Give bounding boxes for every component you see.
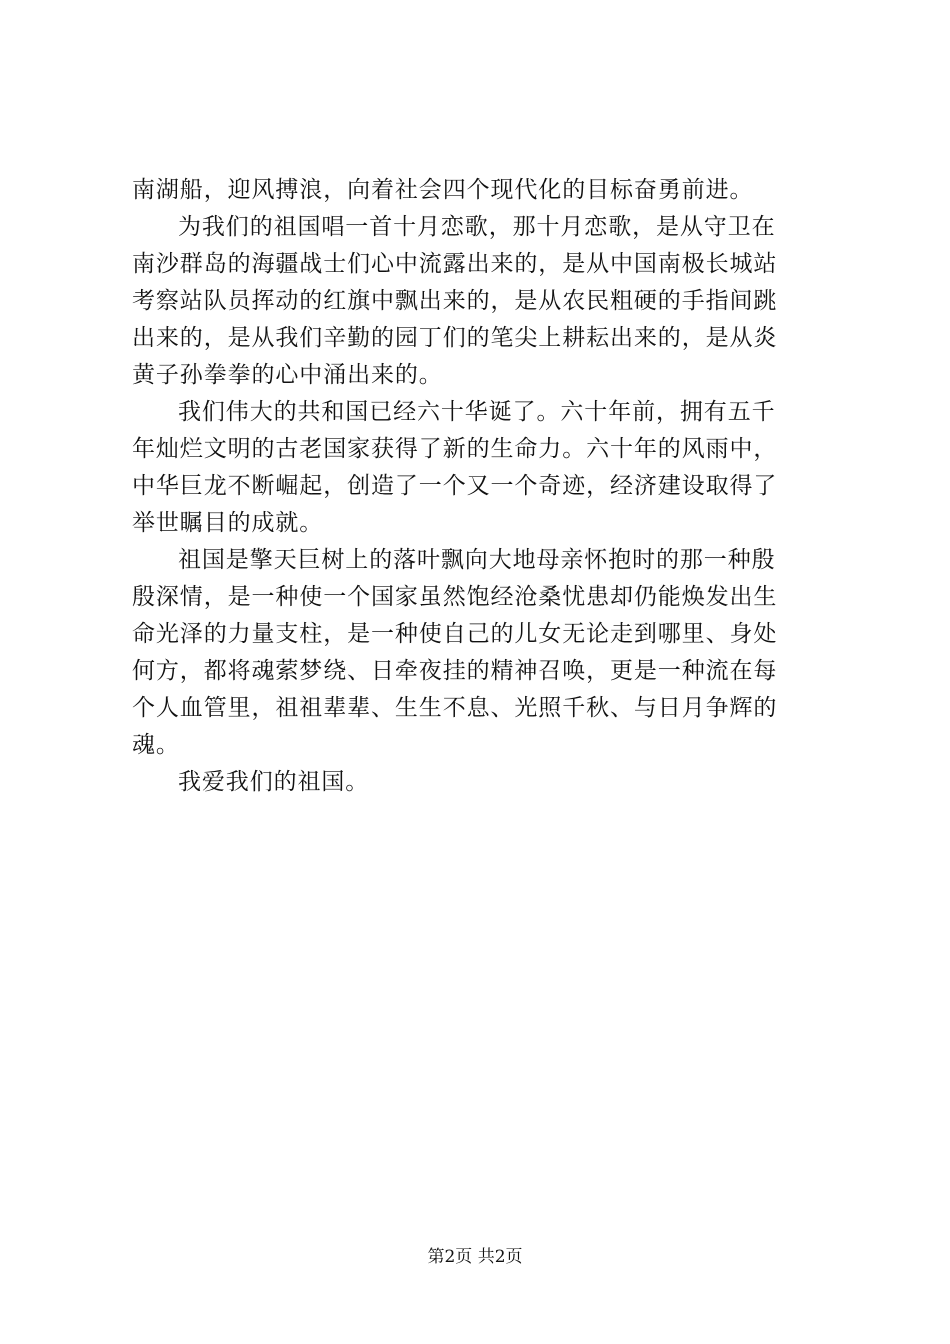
text-line: 命光泽的力量支柱，是一种使自己的儿女无论走到哪里、身处	[132, 621, 778, 647]
paragraph-start-line: 我爱我们的祖国。	[178, 769, 370, 795]
text-line: 魂。	[132, 732, 180, 758]
text-line: 年灿烂文明的古老国家获得了新的生命力。六十年的风雨中，	[132, 436, 778, 462]
text-line: 黄子孙拳拳的心中涌出来的。	[132, 362, 443, 388]
text-line: 举世瞩目的成就。	[132, 510, 324, 536]
paragraph-start-line: 我们伟大的共和国已经六十华诞了。六十年前，拥有五千	[178, 399, 776, 425]
text-line: 考察站队员挥动的红旗中飘出来的，是从农民粗硬的手指间跳	[132, 288, 778, 314]
text-line: 个人血管里，祖祖辈辈、生生不息、光照千秋、与日月争辉的	[132, 695, 778, 721]
text-line: 殷深情，是一种使一个国家虽然饱经沧桑忧患却仍能焕发出生	[132, 584, 778, 610]
text-line: 中华巨龙不断崛起，创造了一个又一个奇迹，经济建设取得了	[132, 473, 778, 499]
text-line: 何方，都将魂萦梦绕、日牵夜挂的精神召唤，更是一种流在每	[132, 658, 778, 684]
document-body	[132, 172, 828, 801]
text-line: 南湖船，迎风搏浪，向着社会四个现代化的目标奋勇前进。	[132, 177, 754, 203]
text-line: 南沙群岛的海疆战士们心中流露出来的，是从中国南极长城站	[132, 251, 778, 277]
text-line: 出来的，是从我们辛勤的园丁们的笔尖上耕耘出来的，是从炎	[132, 325, 778, 351]
page-footer: 第2页 共2页	[427, 1247, 523, 1267]
paragraph-start-line: 为我们的祖国唱一首十月恋歌，那十月恋歌，是从守卫在	[178, 214, 776, 240]
paragraph-start-line: 祖国是擎天巨树上的落叶飘向大地母亲怀抱时的那一种殷	[178, 547, 776, 573]
